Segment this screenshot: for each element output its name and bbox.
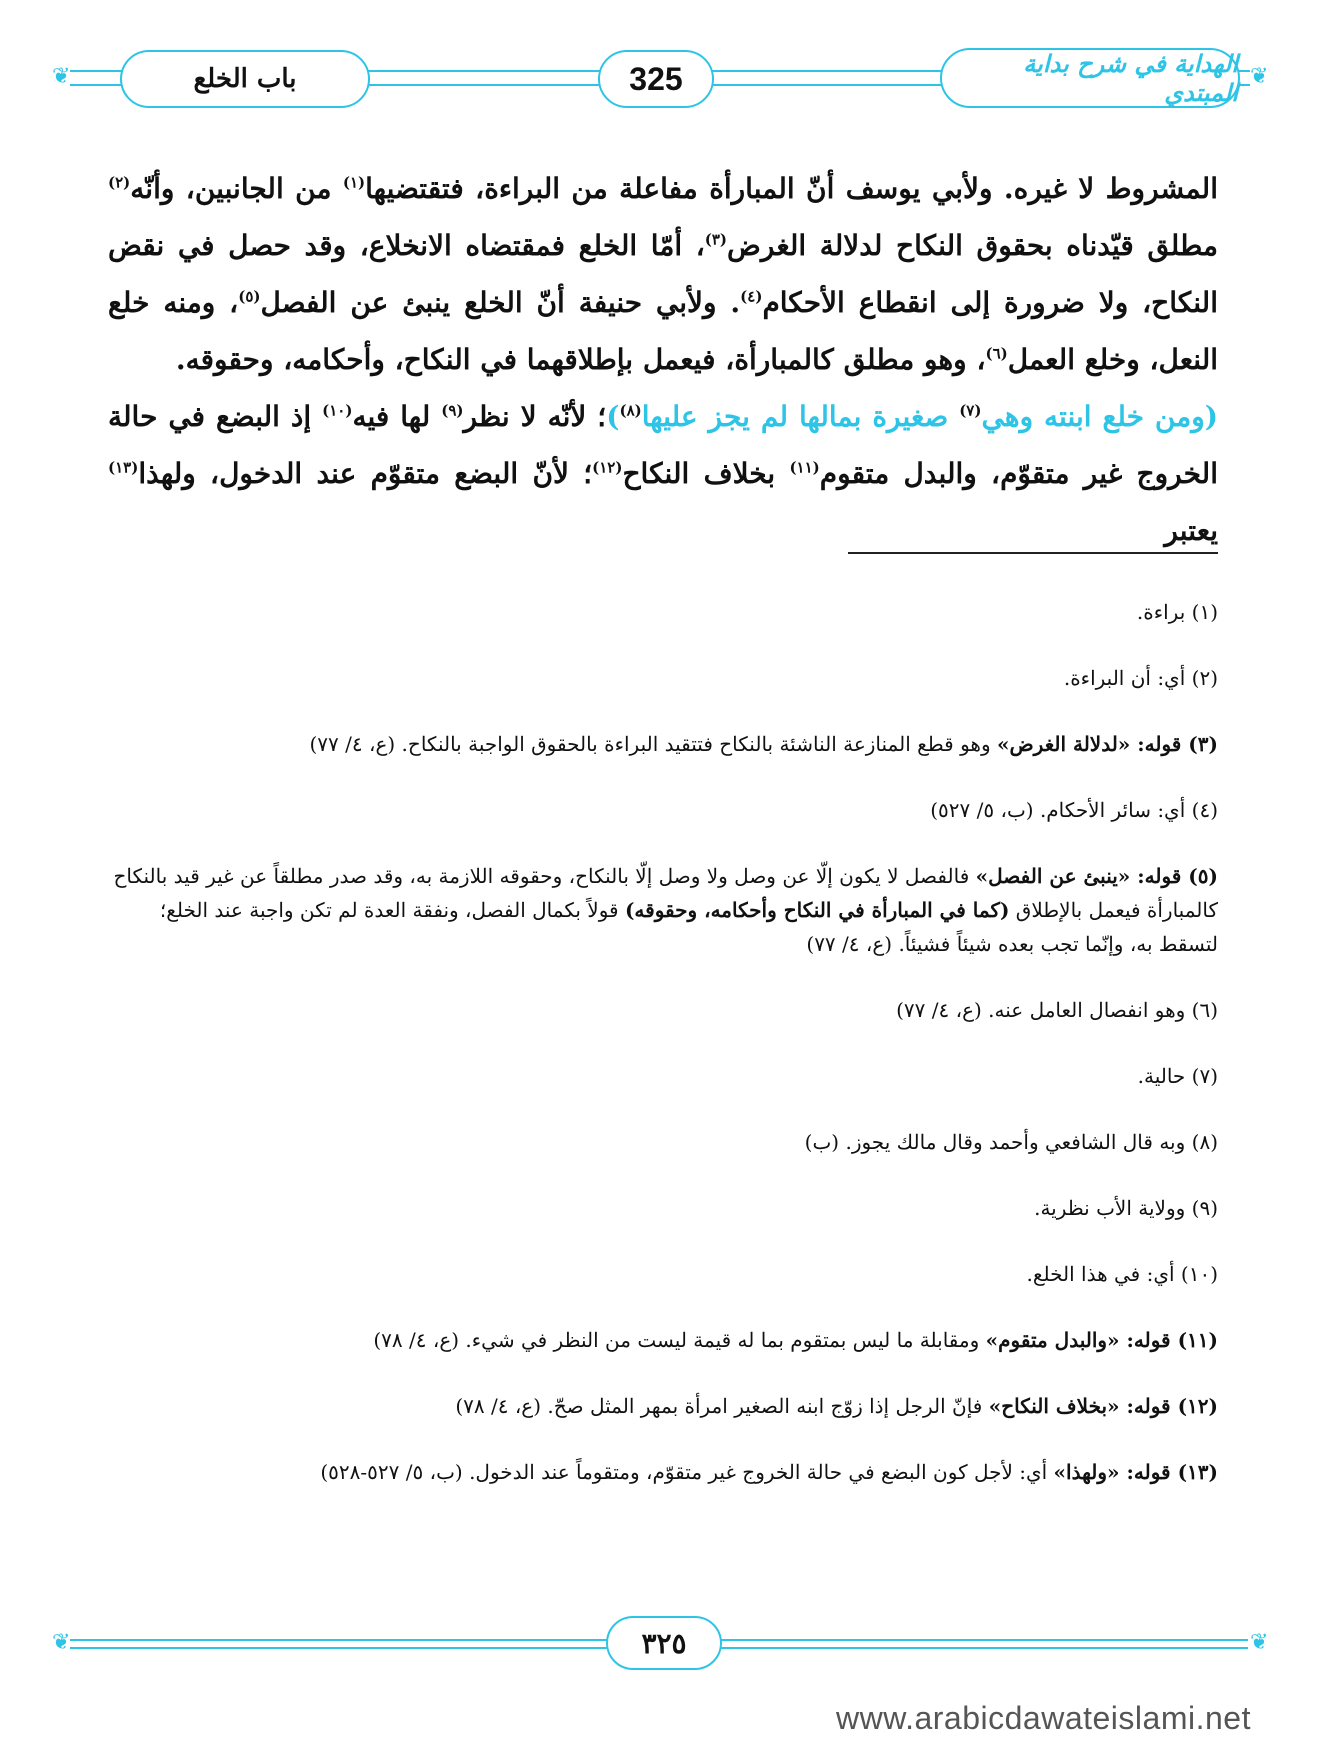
text-run: (٧) حالية. — [1137, 1064, 1218, 1088]
footnote — [108, 859, 1218, 961]
footnote-lemma: (١١) قوله: «والبدل متقوم» — [985, 1328, 1218, 1352]
text-run: ، ومنه خلع النعل، وخلع العمل — [108, 286, 1218, 376]
footnote — [108, 1191, 1218, 1225]
footnote-ref: (٨) — [619, 401, 642, 420]
text-run: ، أمّا الخلع فمقتضاه الانخلاع، وقد حصل في نقض النكاح، ولا ضرورة إلى انقطاع الأحكام — [108, 229, 1218, 319]
text-run: (٦) وهو انفصال العامل عنه. (ع، ٤/ ٧٧) — [896, 998, 1218, 1022]
text-run: المشروط لا غيره. ولأبي يوسف أنّ المبارأة مفاعلة من البراءة، فتقتضيها — [365, 172, 1218, 205]
website-watermark: www.arabicdawateislami.net — [836, 1700, 1251, 1736]
text-run: ؛ لأنّ البضع متقوّم عند الدخول، ولهذا — [138, 457, 593, 490]
footnote-ref: (٣) — [704, 230, 728, 249]
footnote — [108, 1389, 1218, 1423]
footnote — [108, 1323, 1218, 1357]
text-run: فالفصل لا يكون إلّا عن وصل ولا وصل إلّا بالنكاح، وحقوقه اللازمة به، وقد صدر مطلقاً عن غير قيد بالنكاح كالمبارأة فيعمل بالإطلاق — [113, 864, 1218, 922]
main-paragraph — [108, 388, 1218, 559]
text-run: (٤) أي: سائر الأحكام. (ب، ٥/ ٥٢٧) — [930, 798, 1218, 822]
footer-ornament-left-icon: ❦ — [52, 1630, 71, 1655]
main-text — [108, 160, 1218, 559]
footnote-ref: (٥) — [238, 287, 261, 306]
text-run: قولاً بكمال الفصل، ونفقة العدة لم تكن واجبة عند الخلع؛ لتسقط به، وإنّما تجب بعده شيئاً فشيئاً. (ع، ٤/ ٧٧) — [159, 898, 1218, 956]
text-run: ، وهو مطلق كالمبارأة، فيعمل بإطلاقهما في النكاح، وأحكامه، وحقوقه. — [175, 343, 986, 376]
footnote — [108, 1257, 1218, 1291]
book-title: الهداية في شرح بداية المبتدي — [1023, 49, 1238, 107]
footnote-lemma: (كما في المبارأة في النكاح وأحكامه، وحقوقه) — [624, 898, 1010, 922]
footer-rule-left-2 — [70, 1647, 610, 1649]
text-run: بخلاف النكاح — [622, 457, 790, 490]
footnote — [108, 1125, 1218, 1159]
footnote — [108, 1455, 1218, 1489]
footnote-separator — [848, 552, 1218, 554]
chapter-title-box — [120, 50, 370, 108]
text-run: (٩) وولاية الأب نظرية. — [1034, 1196, 1218, 1220]
text-run: (١) براءة. — [1136, 600, 1218, 624]
footnotes — [108, 595, 1218, 1521]
main-paragraph — [108, 160, 1218, 388]
footer-rule-right — [718, 1639, 1248, 1641]
text-run: (١٠) أي: في هذا الخلع. — [1026, 1262, 1218, 1286]
book-title-box — [940, 48, 1240, 108]
header-ornament-left-icon: ❦ — [52, 64, 71, 89]
footnote-ref: (١) — [342, 173, 366, 192]
footer-ornament-right-icon: ❦ — [1250, 1630, 1269, 1655]
footnote-ref: (٧) — [959, 401, 982, 420]
quoted-matn: (ومن خلع ابنته وهي — [981, 400, 1219, 433]
footnote-ref: (٤) — [740, 287, 763, 306]
page-number: 325 — [629, 60, 683, 97]
footer-rule-left — [70, 1639, 610, 1641]
footnote-ref: (١١) — [789, 458, 820, 477]
footnote-ref: (٩) — [441, 401, 464, 420]
quoted-matn: صغيرة بمالها لم يجز عليها — [641, 400, 960, 433]
footer-page-number: ٣٢٥ — [641, 1626, 687, 1660]
footnote-lemma: (٣) قوله: «لدلالة الغرض» — [997, 732, 1218, 756]
text-run: (٨) وبه قال الشافعي وأحمد وقال مالك يجوز. (ب) — [804, 1130, 1218, 1154]
footnote-lemma: (٥) قوله: «ينبئ عن الفصل» — [975, 864, 1218, 888]
footnote-ref: (٢) — [108, 173, 131, 192]
footnote — [108, 1059, 1218, 1093]
text-run: ؛ لأنّه لا نظر — [463, 400, 607, 433]
footnote — [108, 595, 1218, 629]
footnote — [108, 661, 1218, 695]
text-run: مطلق قيّدناه بحقوق النكاح لدلالة الغرض — [727, 229, 1218, 262]
footnote-ref: (١٣) — [108, 458, 139, 477]
footnote-ref: (٦) — [985, 344, 1008, 363]
text-run: فإنّ الرجل إذا زوّج ابنه الصغير امرأة بمهر المثل صحّ. (ع، ٤/ ٧٨) — [455, 1394, 989, 1418]
chapter-title: باب الخلع — [193, 64, 297, 94]
footnote-lemma: (١٢) قوله: «بخلاف النكاح» — [988, 1394, 1218, 1418]
header-ornament-right-icon: ❦ — [1250, 64, 1269, 89]
footnote — [108, 727, 1218, 761]
footnote-ref: (١٠) — [322, 401, 353, 420]
text-run: من الجانبين، وأنّه — [130, 172, 343, 205]
footer-rule-right-2 — [718, 1647, 1248, 1649]
text-run: . ولأبي حنيفة أنّ الخلع ينبئ عن الفصل — [260, 286, 741, 319]
text-run: وهو قطع المنازعة الناشئة بالنكاح فتتقيد البراءة بالحقوق الواجبة بالنكاح. (ع، ٤/ ٧٧) — [309, 732, 997, 756]
text-run: يعتبر — [1164, 514, 1218, 547]
text-run: ومقابلة ما ليس بمتقوم بما له قيمة ليست من النظر في شيء. (ع، ٤/ ٧٨) — [373, 1328, 986, 1352]
footnote — [108, 993, 1218, 1027]
footnote-ref: (١٢) — [592, 458, 623, 477]
text-run: (٢) أي: أن البراءة. — [1063, 666, 1218, 690]
text-run: لها فيه — [352, 400, 442, 433]
text-run: أي: لأجل كون البضع في حالة الخروج غير متقوّم، ومتقوماً عند الدخول. (ب، ٥/ ٥٢٧-٥٢٨) — [320, 1460, 1054, 1484]
quoted-matn: ) — [606, 400, 620, 433]
footnote — [108, 793, 1218, 827]
footer-page-number-box — [606, 1616, 722, 1670]
footnote-lemma: (١٣) قوله: «ولهذا» — [1053, 1460, 1218, 1484]
text-run: إذ البضع في حالة الخروج غير متقوّم، والبدل متقوم — [108, 400, 1218, 490]
page-number-box — [598, 50, 714, 108]
